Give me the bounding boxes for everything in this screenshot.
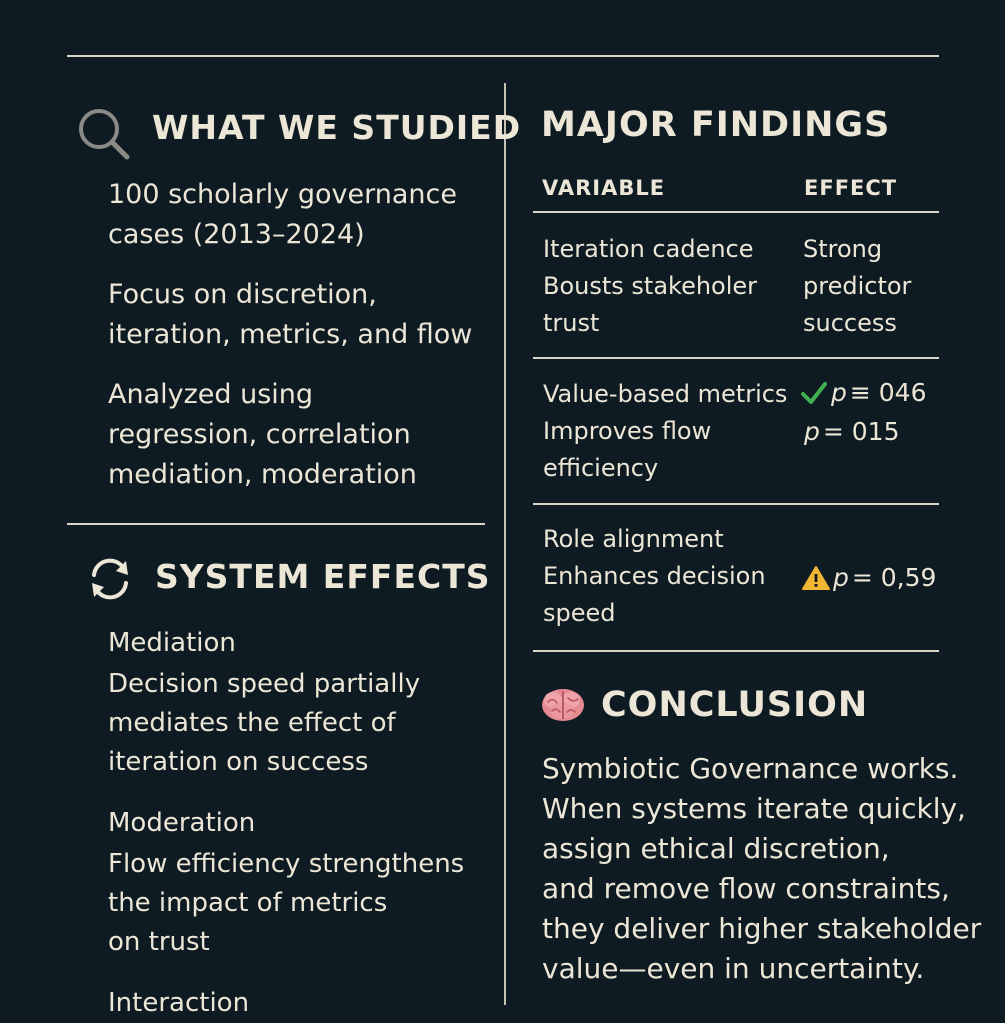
row2-variable: Value-based metrics Improves flow efficiency (543, 380, 788, 482)
row3-stat-value: = 0,59 (851, 563, 937, 592)
studied-item-1: 100 scholarly governance cases (2013–2024) (108, 179, 457, 250)
conclusion-text: Symbiotic Governance works. When systems iterate quickly, assign ethical discretion, and remove flow constraints, they deliver higher stakeholder value—even in uncertainty. (542, 752, 982, 985)
row3-stat (802, 563, 936, 592)
row2-stat-2-p: p (804, 417, 820, 446)
studied-item-3: Analyzed using regression, correlation mediation, moderation (108, 379, 417, 490)
conclusion-heading: CONCLUSION (601, 685, 869, 725)
table-header-rule (533, 211, 939, 213)
moderation-text: Flow efficiency strengthens the impact of metrics on trust (108, 849, 465, 957)
interaction-label: Interaction (108, 988, 250, 1018)
brain-icon (540, 686, 586, 724)
mediation-text: Decision speed partially mediates the effect of iteration on success (108, 669, 421, 777)
check-icon (800, 380, 828, 406)
row3-stat-p: p (833, 563, 849, 592)
moderation-label: Moderation (108, 808, 256, 838)
row2-stat-1 (800, 378, 927, 407)
row2-stat-2 (804, 417, 900, 446)
studied-heading: WHAT WE STUDIED (152, 108, 522, 147)
table-row-rule-1 (533, 357, 939, 359)
column-header-variable: VARIABLE (542, 176, 666, 200)
row1-effect: Strong predictor success (803, 235, 912, 337)
column-divider (504, 83, 506, 1005)
row2-stat-1-value: ≡ 046 (849, 378, 927, 407)
top-divider (67, 55, 939, 57)
row1-variable: Iteration cadence Bousts stakeholer trust (543, 235, 758, 337)
effects-heading: SYSTEM EFFECTS (155, 557, 491, 596)
column-header-effect: EFFECT (804, 176, 898, 200)
row3-variable: Role alignment Enhances decision speed (543, 525, 766, 627)
magnifier-icon (76, 106, 132, 162)
studied-item-2: Focus on discretion, iteration, metrics, and flow (108, 279, 473, 350)
table-bottom-rule (533, 650, 939, 652)
row2-stat-2-value: = 015 (822, 417, 900, 446)
table-row-rule-2 (533, 503, 939, 505)
mediation-label: Mediation (108, 628, 236, 658)
cycle-arrows-icon (86, 555, 134, 603)
warning-icon (802, 565, 830, 591)
row2-stat-1-p: p (831, 378, 847, 407)
left-section-divider (67, 523, 485, 525)
findings-heading: MAJOR FINDINGS (541, 105, 891, 145)
